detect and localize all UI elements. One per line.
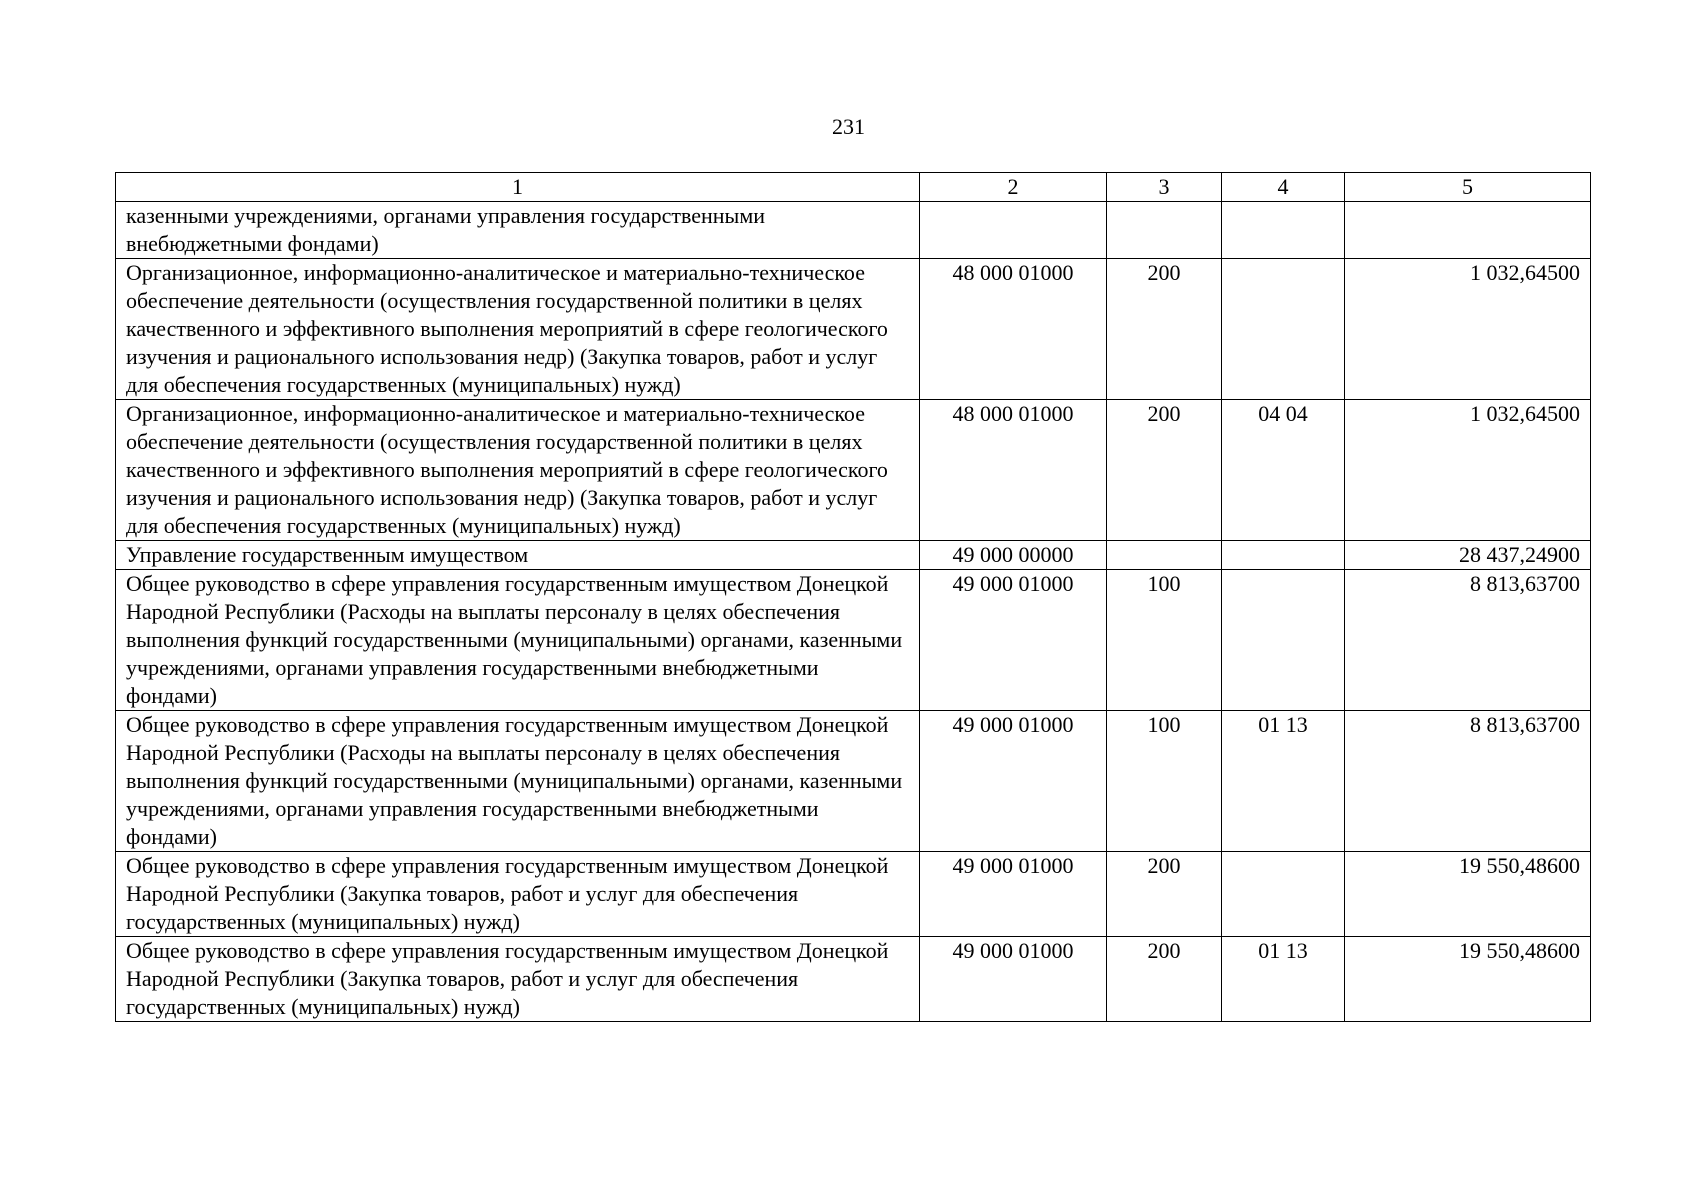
row-name-cell: Общее руководство в сфере управления государственным имуществом Донецкой Народной Республики (Расходы на выплаты персоналу в целях обеспечения выполнения функций государственными (муниципальными) органами, казенными учреждениями, органами управления государственными внебюджетными фондами) [116,711,920,852]
table-row [116,541,1591,570]
row-type-cell: 200 [1107,937,1222,1022]
column-header-2: 2 [920,173,1107,202]
row-amount-cell: 1 032,64500 [1345,400,1591,541]
row-amount-cell: 8 813,63700 [1345,570,1591,711]
row-section-cell [1222,202,1345,259]
row-section-cell: 01 13 [1222,711,1345,852]
row-code-cell: 49 000 00000 [920,541,1107,570]
row-type-cell: 200 [1107,259,1222,400]
table-row [116,202,1591,259]
row-section-cell: 01 13 [1222,937,1345,1022]
row-name-cell: Организационное, информационно-аналитическое и материально-техническое обеспечение деятельности (осуществления государственной политики в целях качественного и эффективного выполнения мероприятий в сфере геологического изучения и рационального использования недр) (Закупка товаров, работ и услуг для обеспечения государственных (муниципальных) нужд) [116,259,920,400]
row-name-cell: Общее руководство в сфере управления государственным имуществом Донецкой Народной Республики (Расходы на выплаты персоналу в целях обеспечения выполнения функций государственными (муниципальными) органами, казенными учреждениями, органами управления государственными внебюджетными фондами) [116,570,920,711]
row-name-cell: Управление государственным имуществом [116,541,920,570]
row-amount-cell [1345,202,1591,259]
table-row [116,570,1591,711]
row-code-cell: 48 000 01000 [920,259,1107,400]
row-type-cell: 100 [1107,570,1222,711]
row-name-cell: казенными учреждениями, органами управления государственными внебюджетными фондами) [116,202,920,259]
row-amount-cell: 19 550,48600 [1345,852,1591,937]
row-section-cell [1222,541,1345,570]
row-section-cell [1222,852,1345,937]
column-header-1: 1 [116,173,920,202]
row-type-cell: 200 [1107,852,1222,937]
table-header-row [116,173,1591,202]
row-section-cell [1222,570,1345,711]
row-type-cell [1107,541,1222,570]
row-code-cell: 48 000 01000 [920,400,1107,541]
table-row [116,852,1591,937]
table-row [116,937,1591,1022]
row-type-cell: 100 [1107,711,1222,852]
row-amount-cell: 8 813,63700 [1345,711,1591,852]
row-name-cell: Организационное, информационно-аналитическое и материально-техническое обеспечение деятельности (осуществления государственной политики в целях качественного и эффективного выполнения мероприятий в сфере геологического изучения и рационального использования недр) (Закупка товаров, работ и услуг для обеспечения государственных (муниципальных) нужд) [116,400,920,541]
table-row [116,259,1591,400]
row-section-cell [1222,259,1345,400]
row-code-cell [920,202,1107,259]
row-code-cell: 49 000 01000 [920,937,1107,1022]
row-name-cell: Общее руководство в сфере управления государственным имуществом Донецкой Народной Республики (Закупка товаров, работ и услуг для обеспечения государственных (муниципальных) нужд) [116,937,920,1022]
column-header-5: 5 [1345,173,1591,202]
row-code-cell: 49 000 01000 [920,852,1107,937]
column-header-4: 4 [1222,173,1345,202]
row-section-cell: 04 04 [1222,400,1345,541]
row-name-cell: Общее руководство в сфере управления государственным имуществом Донецкой Народной Республики (Закупка товаров, работ и услуг для обеспечения государственных (муниципальных) нужд) [116,852,920,937]
table-row [116,711,1591,852]
row-type-cell [1107,202,1222,259]
row-amount-cell: 28 437,24900 [1345,541,1591,570]
row-amount-cell: 19 550,48600 [1345,937,1591,1022]
budget-table [115,172,1591,1022]
table-row [116,400,1591,541]
row-code-cell: 49 000 01000 [920,570,1107,711]
row-code-cell: 49 000 01000 [920,711,1107,852]
column-header-3: 3 [1107,173,1222,202]
row-type-cell: 200 [1107,400,1222,541]
row-amount-cell: 1 032,64500 [1345,259,1591,400]
page-number: 231 [832,114,865,139]
